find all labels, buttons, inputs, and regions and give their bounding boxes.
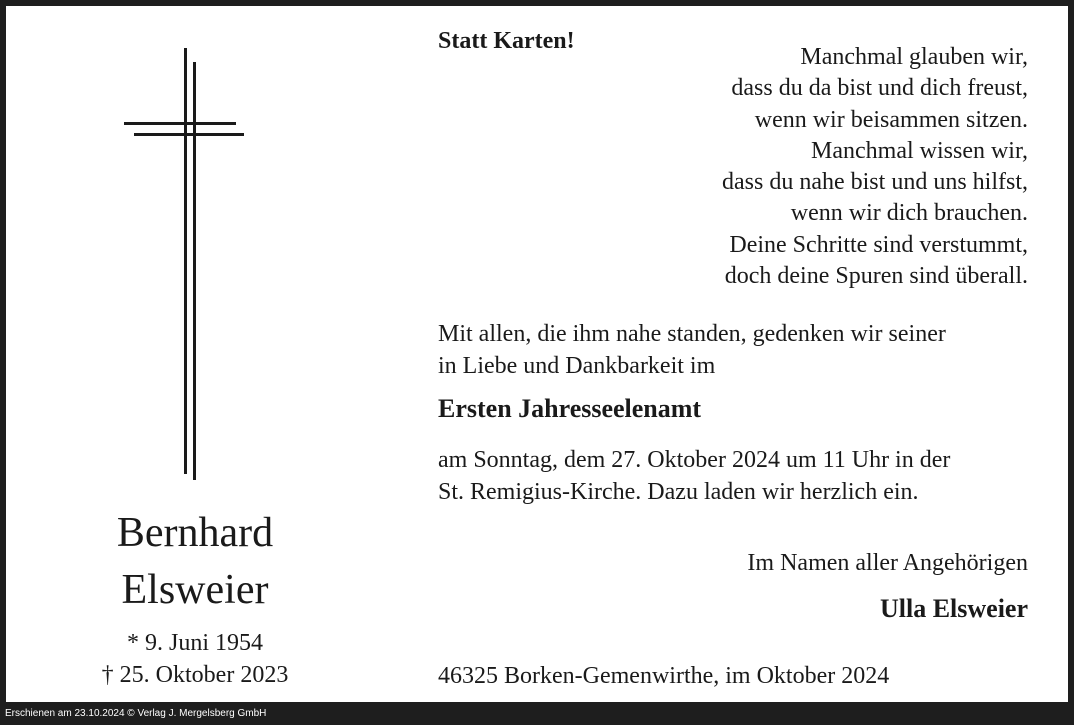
- birth-date: * 9. Juni 1954: [126, 630, 263, 656]
- deceased-last-name: Elsweier: [121, 567, 269, 613]
- poem-line: Manchmal glauben wir,: [800, 44, 1028, 70]
- poem-line: Manchmal wissen wir,: [811, 137, 1028, 164]
- intro-text: [438, 318, 946, 382]
- poem: [722, 42, 1028, 292]
- event-details: [438, 444, 950, 508]
- poem-line: Deine Schritte sind verstummt,: [729, 231, 1028, 258]
- cross-icon: [124, 48, 254, 480]
- death-date: † 25. Oktober 2023: [101, 662, 289, 688]
- signoff-text: Im Namen aller Angehörigen: [747, 550, 1028, 576]
- intro-line: in Liebe und Dankbarkeit im: [438, 353, 716, 379]
- intro-line: Mit allen, die ihm nahe standen, gedenken wir seiner: [438, 321, 946, 347]
- poem-line: wenn wir dich brauchen.: [790, 200, 1028, 227]
- poem-line: wenn wir beisammen sitzen.: [754, 106, 1028, 133]
- event-title: Ersten Jahresseelenamt: [438, 394, 702, 423]
- obituary-card: [6, 6, 1068, 702]
- publication-footer: Erschienen am 23.10.2024 © Verlag J. Mergelsberg GmbH: [5, 708, 267, 719]
- poem-line: dass du nahe bist und uns hilfst,: [722, 169, 1028, 196]
- signature: Ulla Elsweier: [879, 594, 1028, 623]
- statt-karten-heading: Statt Karten!: [438, 28, 575, 54]
- event-details-line: St. Remigius-Kirche. Dazu laden wir herzlich ein.: [438, 479, 919, 505]
- place-date: 46325 Borken-Gemenwirthe, im Oktober 2024: [438, 663, 890, 689]
- event-details-line: am Sonntag, dem 27. Oktober 2024 um 11 Uhr in der: [438, 447, 951, 473]
- deceased-first-name: Bernhard: [116, 510, 274, 556]
- poem-line: dass du da bist und dich freust,: [731, 75, 1028, 102]
- poem-line: doch deine Spuren sind überall.: [724, 263, 1028, 290]
